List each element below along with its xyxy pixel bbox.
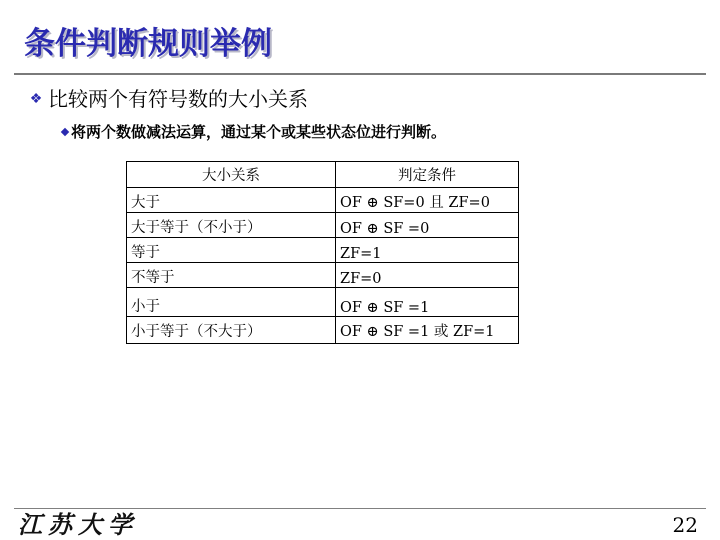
diamond-bullet-icon: ❖ bbox=[29, 91, 43, 107]
header-condition: 判定条件 bbox=[336, 162, 519, 188]
university-logo: 江苏大学 bbox=[18, 510, 138, 539]
table-row bbox=[127, 288, 519, 317]
condition-cell: ZF=1 bbox=[336, 238, 519, 263]
bullet-level2 bbox=[62, 122, 446, 142]
condition-cell: OF ⊕ SF =1 bbox=[336, 288, 519, 317]
relation-cell: 小于 bbox=[127, 288, 336, 317]
condition-cell: OF ⊕ SF =0 bbox=[336, 213, 519, 238]
bullet-level1 bbox=[28, 86, 308, 112]
table-row bbox=[127, 263, 519, 288]
table-row bbox=[127, 317, 519, 344]
table-row bbox=[127, 188, 519, 213]
table-row bbox=[127, 213, 519, 238]
table-header-row bbox=[127, 162, 519, 188]
bullet-level1-text: 比较两个有符号数的大小关系 bbox=[48, 87, 308, 111]
relation-cell: 大于等于（不小于） bbox=[127, 213, 336, 238]
relation-cell: 不等于 bbox=[127, 263, 336, 288]
relation-cell: 等于 bbox=[127, 238, 336, 263]
header-relation: 大小关系 bbox=[127, 162, 336, 188]
square-bullet-icon bbox=[61, 128, 69, 136]
page-number: 22 bbox=[672, 513, 698, 537]
condition-cell: OF ⊕ SF =1 或 ZF=1 bbox=[336, 317, 519, 344]
slide-title: 条件判断规则举例 bbox=[24, 26, 272, 62]
condition-cell: ZF=0 bbox=[336, 263, 519, 288]
bullet-level2-text: 将两个数做减法运算，通过某个或某些状态位进行判断。 bbox=[71, 123, 447, 141]
title-divider bbox=[14, 73, 706, 75]
relation-cell: 大于 bbox=[127, 188, 336, 213]
table-row bbox=[127, 238, 519, 263]
condition-cell: OF ⊕ SF=0 且 ZF=0 bbox=[336, 188, 519, 213]
relation-cell: 小于等于（不大于） bbox=[127, 317, 336, 344]
condition-table bbox=[126, 161, 519, 344]
footer-divider bbox=[14, 508, 706, 509]
